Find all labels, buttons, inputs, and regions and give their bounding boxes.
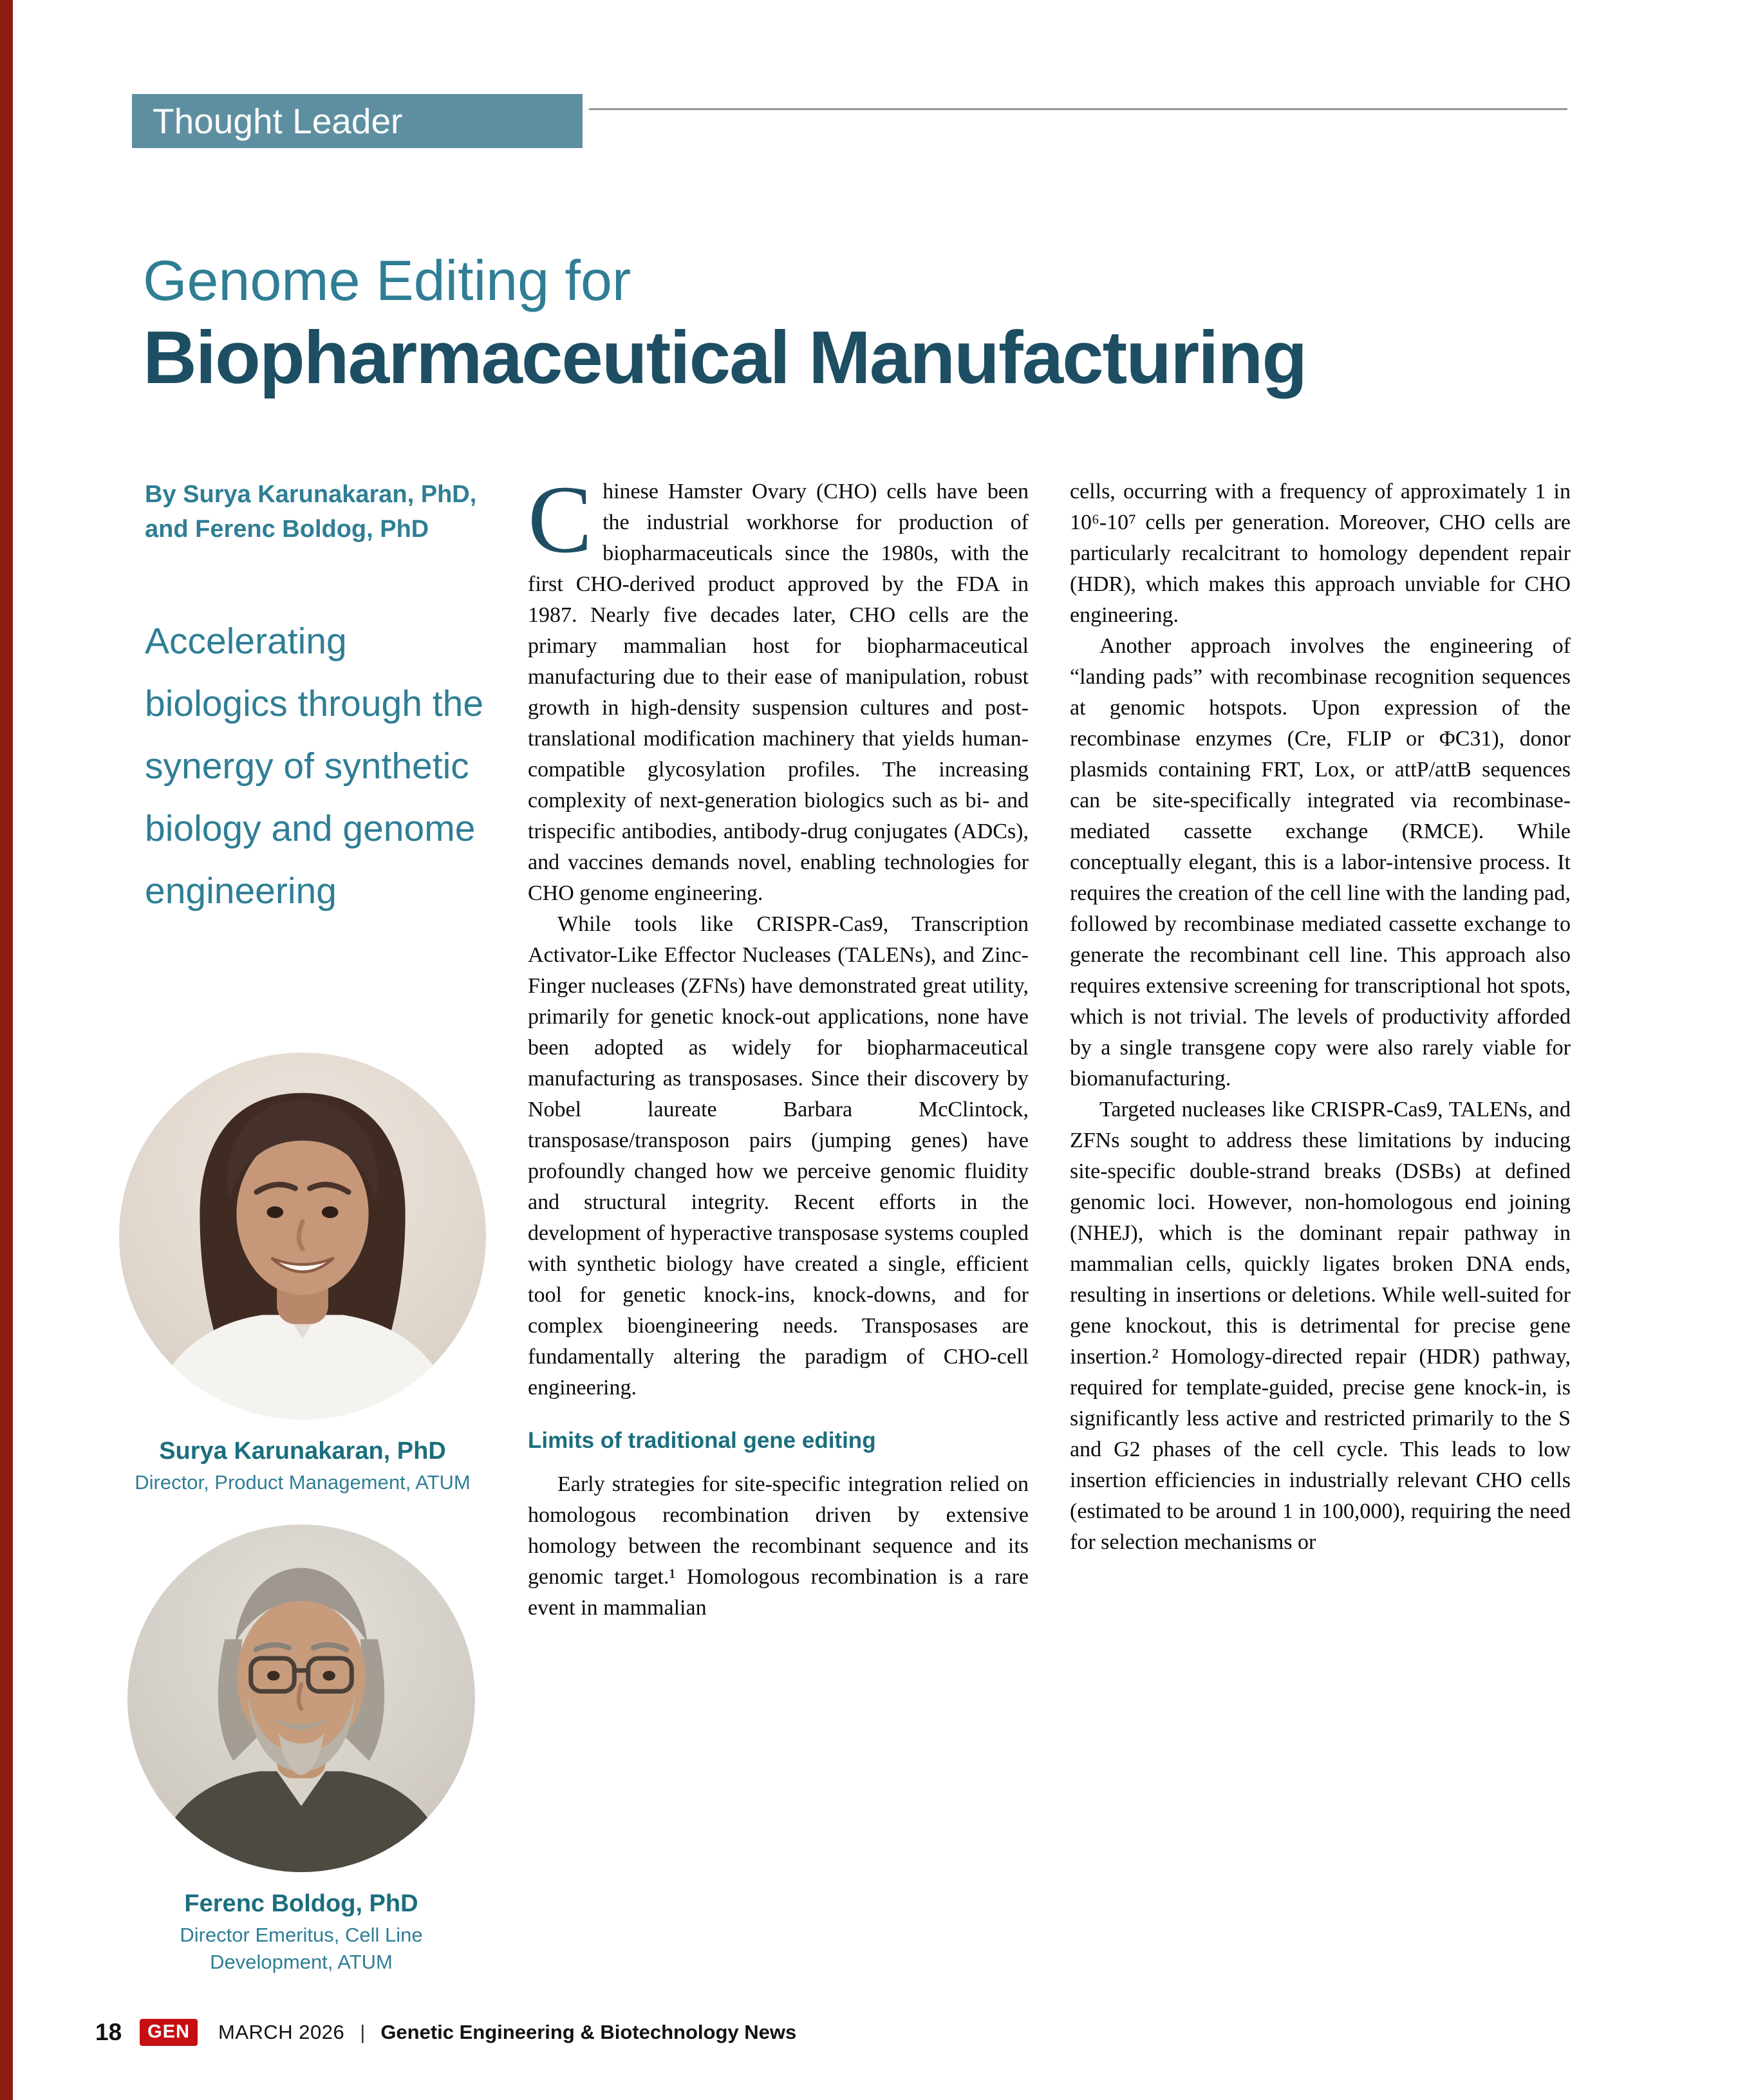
gen-logo: GEN bbox=[140, 2019, 198, 2046]
page-footer bbox=[95, 2019, 796, 2046]
byline-line2: and Ferenc Boldog, PhD bbox=[145, 515, 429, 543]
text-column-1 bbox=[528, 466, 1029, 1624]
spine-red-bar bbox=[0, 0, 13, 2100]
paragraph-2: While tools like CRISPR-Cas9, Transcription Activator-Like Effector Nucleases (TALENs), and Zinc-Finger nucleases (ZFNs) have demonstrated great utility, primarily for genetic knock-out applications, none have been adopted as widely for biopharmaceutical manufacturing as transposases. Since their discovery by Nobel laureate Barbara McClintock, transposase/transposon pairs (jumping genes) have profoundly changed how we perceive genomic fluidity and structural integrity. Recent efforts in the development of hyperactive transposase systems coupled with synthetic biology have created a single, efficient tool for genetic knock-ins, knock-downs, and for complex bioengineering needs. Transposases are fundamentally altering the paradigm of CHO-cell engineering. bbox=[528, 912, 1029, 1400]
paragraph-1-text: hinese Hamster Ovary (CHO) cells have been the industrial workhorse for production of biopharmaceuticals since the 1980s, with the first CHO-derived product approved by the FDA in 1987. Nearly five decades later, CHO cells are the primary mammalian host for biopharmaceutical manufacturing due to their ease of manipulation, robust growth in high-density suspension cultures and post-translational modification machinery that yields human-compatible glycosylation profiles. The increasing complexity of next-generation biologics such as bi- and trispecific antibodies, antibody-drug conjugates (ADCs), and vaccines demands novel, enabling technologies for CHO genome engineering. bbox=[528, 480, 1029, 905]
author-card-surya bbox=[119, 1053, 486, 1496]
author-photo-surya bbox=[119, 1053, 486, 1420]
page-number: 18 bbox=[95, 2019, 122, 2045]
publication-name: Genetic Engineering & Biotechnology News bbox=[380, 2021, 797, 2043]
section-heading-limits: Limits of traditional gene editing bbox=[528, 1428, 876, 1453]
article-title-line1: Genome Editing for bbox=[143, 248, 631, 312]
author-role-surya: Director, Product Management, ATUM bbox=[135, 1471, 471, 1494]
text-column-2 bbox=[1070, 476, 1571, 1558]
article-title bbox=[143, 250, 1598, 400]
author-card-ferenc bbox=[127, 1524, 475, 1976]
footer-separator: | bbox=[360, 2021, 366, 2043]
dropcap: C bbox=[528, 466, 593, 573]
byline-line1: By Surya Karunakaran, PhD, bbox=[145, 481, 477, 508]
author-name-ferenc: Ferenc Boldog, PhD bbox=[184, 1890, 418, 1917]
pull-quote: Accelerating biologics through the synergy of synthetic biology and genome engineering bbox=[145, 621, 484, 912]
article-title-line2: Biopharmaceutical Manufacturing bbox=[143, 315, 1307, 399]
paragraph-6: Targeted nucleases like CRISPR-Cas9, TALENs, and ZFNs sought to address these limitations by inducing site-specific double-strand breaks (DSBs) at defined genomic loci. However, non-homologous end joining (NHEJ), which is the dominant repair pathway in mammalian cells, quickly ligates broken DNA ends, resulting in insertions or deletions. While well-suited for gene knockout, this is detrimental for precise gene insertion.² Homology-directed repair (HDR) pathway, required for template-guided, precise gene knock-in, is significantly less active and restricted primarily to the S and G2 phases of the cell cycle. This leads to low insertion efficiencies in industrially relevant CHO cells (estimated to be around 1 in 100,000), requiring the need for selection mechanisms or bbox=[1070, 1098, 1571, 1554]
paragraph-3: Early strategies for site-specific integration relied on homologous recombination driven by extensive homology between the recombinant sequence and its genomic target.¹ Homologous recombination is a rare event in mammalian bbox=[528, 1472, 1029, 1620]
author-photo-ferenc bbox=[127, 1524, 475, 1872]
author-name-surya: Surya Karunakaran, PhD bbox=[159, 1438, 446, 1465]
paragraph-5: Another approach involves the engineering of “landing pads” with recombinase recognition sequences at genomic hotspots. Upon expression of the recombinase enzymes (Cre, FLIP or ΦC31), donor plasmids containing FRT, Lox, or attP/attB sequences can be site-specifically integrated via recombinase-mediated cassette exchange (RMCE). While conceptually elegant, this is a labor-intensive process. It requires the creation of the cell line with the landing pad, followed by recombinase mediated cassette exchange to generate the recombinant cell line. This approach also requires extensive screening for transcriptional hot spots, which is not trivial. The levels of productivity afforded by a single transgene copy were also rarely viable for biomanufacturing. bbox=[1070, 634, 1571, 1091]
issue-date: MARCH 2026 bbox=[218, 2021, 345, 2043]
kicker-badge bbox=[132, 94, 583, 148]
paragraph-4: cells, occurring with a frequency of approximately 1 in 10⁶-10⁷ cells per generation. Moreover, CHO cells are particularly recalcitrant to homology dependent repair (HDR), which makes this approach unviable for CHO engineering. bbox=[1070, 480, 1571, 627]
byline bbox=[145, 478, 476, 547]
kicker-label: Thought Leader bbox=[153, 101, 403, 141]
kicker-rule bbox=[589, 108, 1567, 110]
paragraph-1 bbox=[528, 466, 1029, 909]
author-role-ferenc: Director Emeritus, Cell Line Development, ATUM bbox=[180, 1924, 423, 1973]
